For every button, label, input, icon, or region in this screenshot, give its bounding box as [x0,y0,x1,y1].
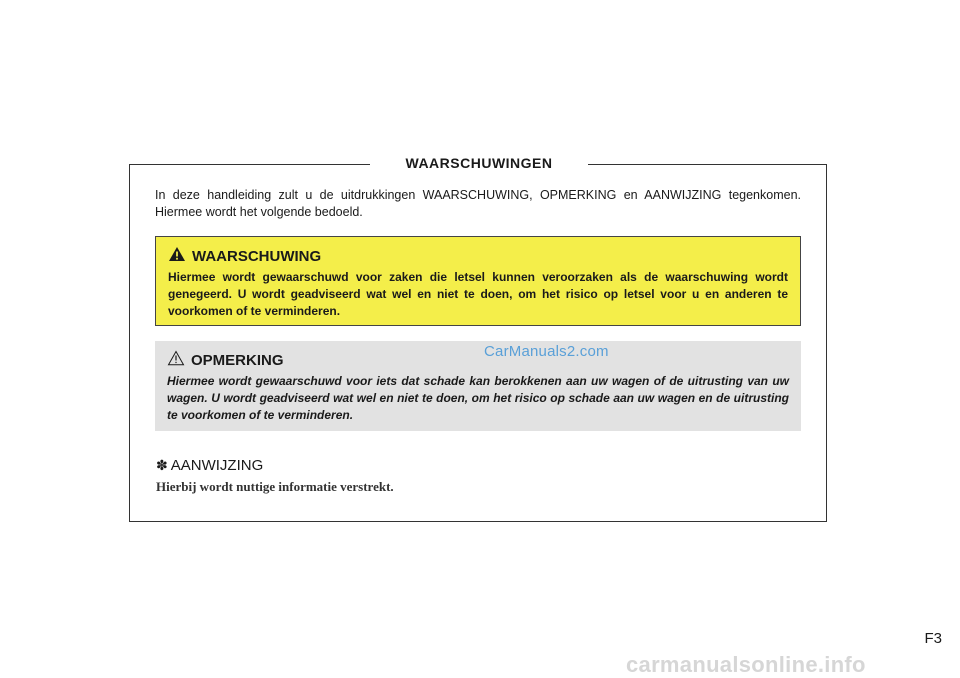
warning-text: Hiermee wordt gewaarschuwd voor zaken die letsel kunnen veroorzaken als de waarschuwing wordt genegeerd. U wordt geadviseerd wat wel en niet te doen, om het risico op letsel voor u en anderen te voorkomen of te verminderen. [168,270,788,318]
notice-box [155,341,801,431]
hint-text: Hierbij wordt nuttige informatie verstrekt. [156,479,394,494]
warning-header [168,245,788,267]
section-title: WAARSCHUWINGEN [370,152,588,174]
asterisk-icon: ✽ [156,457,168,473]
hint-header [156,457,263,474]
notice-text: Hiermee wordt gewaarschuwd voor iets dat schade kan berokkenen aan uw wagen of de uitrusting van uw wagen. U wordt geadviseerd wat wel en niet te doen, om het risico op schade aan uw wagen en de uitrusting te voorkomen of te verminderen. [167,374,789,422]
notice-header [167,349,789,371]
warning-triangle-icon [168,246,192,267]
footer-watermark: carmanualsonline.info [626,652,866,677]
intro-paragraph: In deze handleiding zult u de uitdrukkingen WAARSCHUWING, OPMERKING en AANWIJZING tegenkomen. Hiermee wordt het volgende bedoeld. [155,188,801,219]
hint-title: AANWIJZING [170,457,264,474]
page-number: F3 [924,630,942,647]
site-watermark: CarManuals2.com [484,343,609,360]
warning-title: WAARSCHUWING [192,247,322,265]
caution-outline-icon [167,350,191,371]
notice-title: OPMERKING [191,351,284,369]
warning-box [155,236,801,326]
